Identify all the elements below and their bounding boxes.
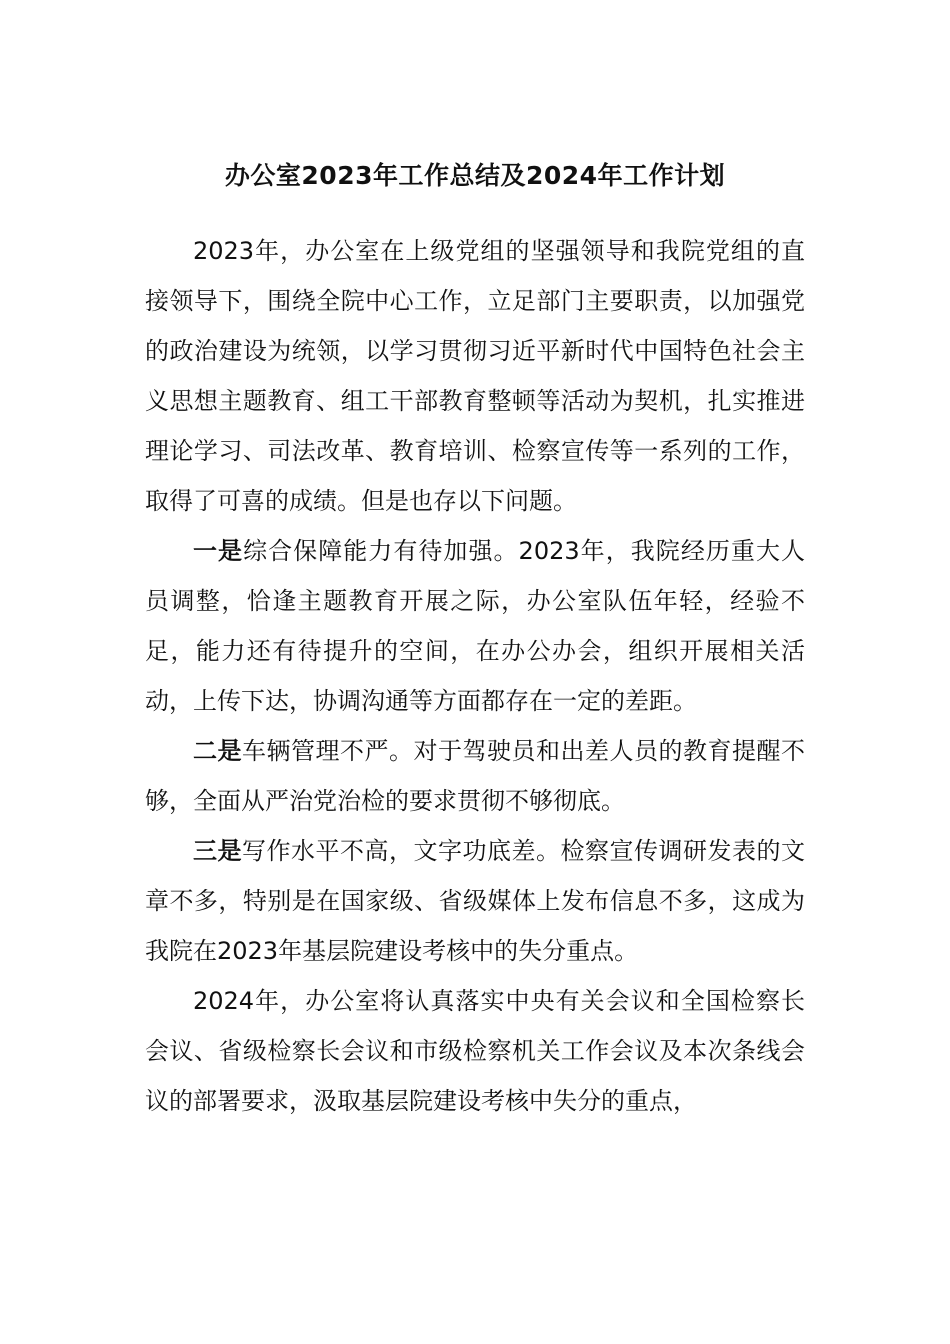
paragraph-issue-three [145, 826, 805, 976]
paragraph-text: 综合保障能力有待加强。2023年，我院经历重大人员调整，恰逢主题教育开展之际，办公室队伍年轻，经验不足，能力还有待提升的空间，在办公办会，组织开展相关活动，上传下达，协调沟通等方面都存在一定的差距。 [145, 537, 806, 715]
paragraph-lead: 二是 [193, 737, 242, 765]
paragraph-plan-2024 [145, 976, 805, 1126]
paragraph-issue-two [145, 726, 805, 826]
paragraph-text: 写作水平不高，文字功底差。检察宣传调研发表的文章不多，特别是在国家级、省级媒体上发布信息不多，这成为我院在2023年基层院建设考核中的失分重点。 [145, 837, 805, 965]
paragraph-lead: 一是 [193, 537, 244, 565]
paragraph-lead: 三是 [193, 837, 242, 865]
paragraph-text: 2023年，办公室在上级党组的坚强领导和我院党组的直接领导下，围绕全院中心工作，立足部门主要职责，以加强党的政治建设为统领，以学习贯彻习近平新时代中国特色社会主义思想主题教育、组工干部教育整顿等活动为契机，扎实推进理论学习、司法改革、教育培训、检察宣传等一系列的工作，取得了可喜的成绩。但是也存以下问题。 [145, 237, 805, 515]
document-body [145, 226, 805, 1126]
document-title: 办公室2023年工作总结及2024年工作计划 [224, 161, 726, 190]
paragraph-text: 车辆管理不严。对于驾驶员和出差人员的教育提醒不够，全面从严治党治检的要求贯彻不够彻底。 [145, 737, 805, 815]
paragraph-text: 2024年，办公室将认真落实中央有关会议和全国检察长会议、省级检察长会议和市级检察机关工作会议及本次条线会议的部署要求，汲取基层院建设考核中失分的重点， [145, 987, 805, 1115]
paragraph-issue-one [145, 526, 805, 726]
paragraph-intro [145, 226, 805, 526]
